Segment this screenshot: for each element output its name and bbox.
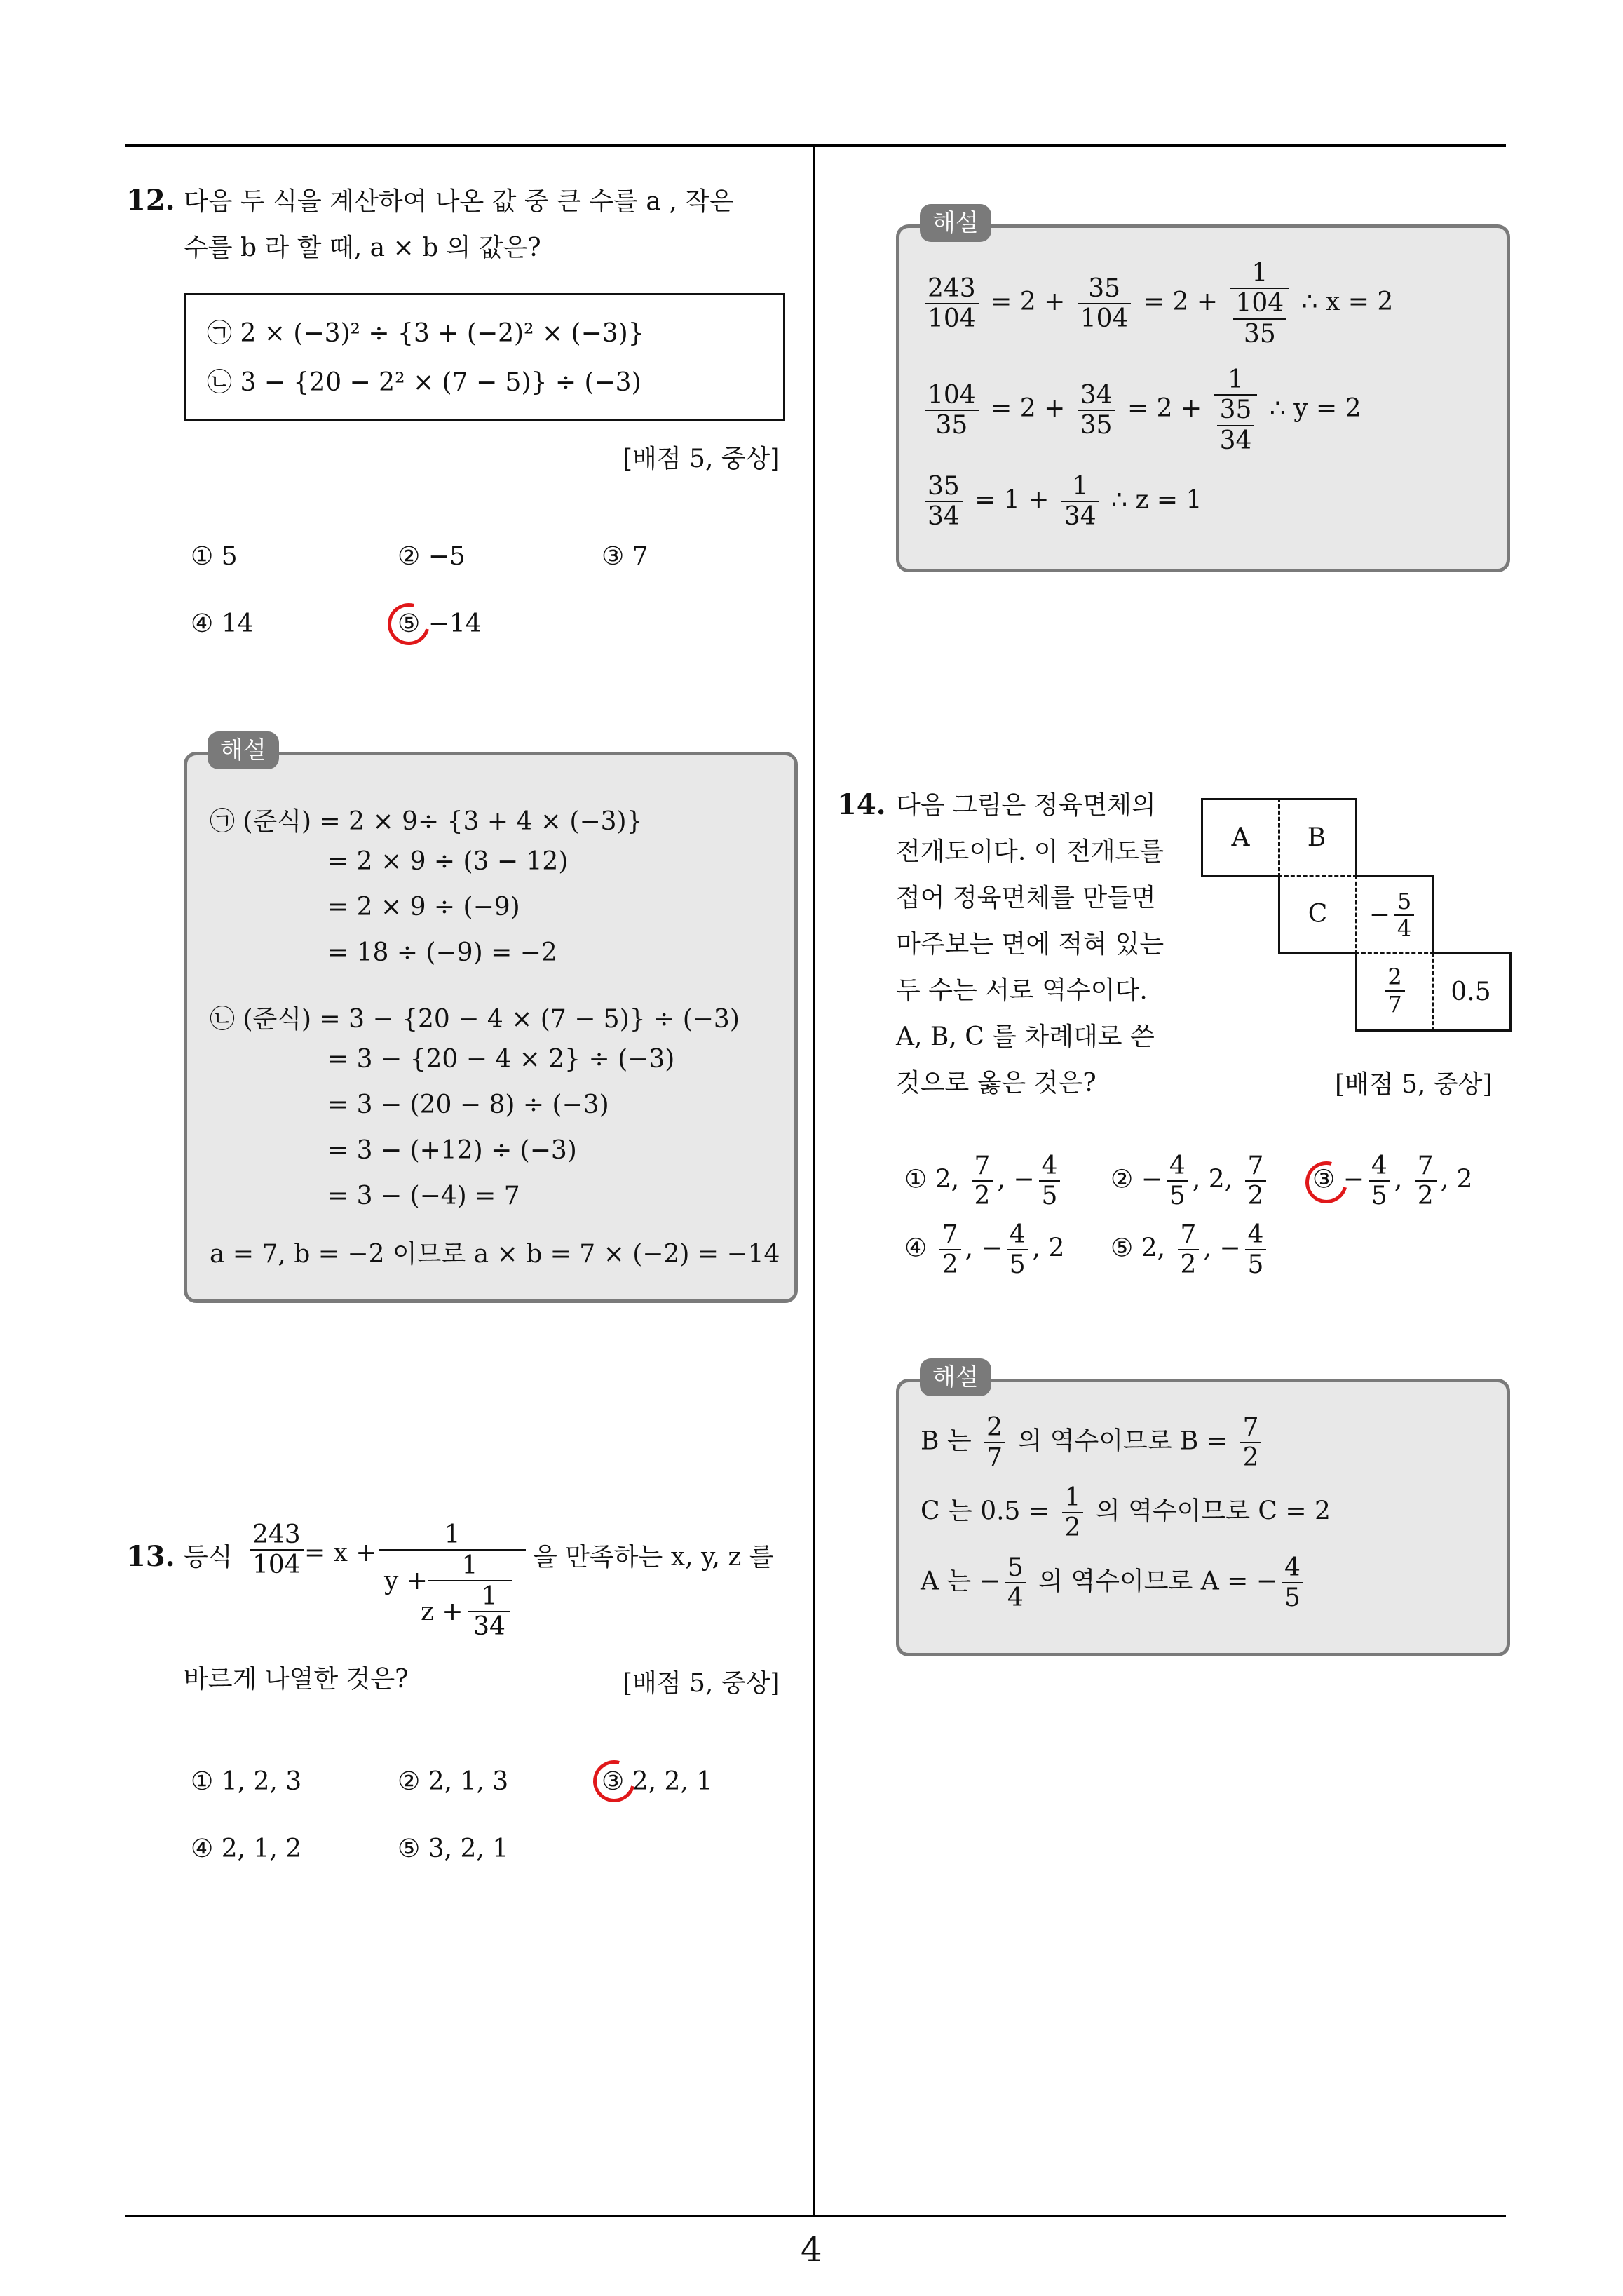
q13-continued-fraction: 1 y + 1 z + 1 34	[379, 1520, 526, 1551]
q13-eq-x: = x +	[304, 1539, 377, 1567]
net-cell-neg-5-4: − $\frac{5}{4}$	[1355, 875, 1434, 954]
q12-solution-tag: 해설	[208, 731, 279, 769]
page-number: 4	[801, 2230, 822, 2269]
q14-choice-1[interactable]: ① 2, $\frac{7}{2}$ , − $\frac{4}{5}$	[904, 1152, 1064, 1211]
q14-solution-box	[896, 1379, 1510, 1656]
q12-sol-line10: a = 7, b = −2 이므로 a × b = 7 × (−2) = −14	[210, 1240, 780, 1269]
top-rule	[125, 144, 1506, 147]
q12-sol-line9: = 3 − (−4) = 7	[327, 1182, 520, 1210]
q13-choice-2[interactable]: ② 2, 1, 3	[398, 1767, 509, 1796]
q13-suffix: 을 만족하는 x, y, z 를	[533, 1543, 774, 1572]
q13-choice-3[interactable]: ③ 2, 2, 1	[602, 1767, 713, 1796]
q14-score: [배점 5, 중상]	[1335, 1070, 1493, 1099]
q13-prefix: 등식	[184, 1543, 233, 1572]
q12-sol-line7: = 3 − (20 − 8) ÷ (−3)	[327, 1090, 609, 1119]
bottom-rule	[125, 2215, 1506, 2217]
q14-sol-line2: C 는 0.5 = $\frac{1}{2}$ 의 역수이므로 C = 2	[921, 1483, 1331, 1543]
q13-fraction-243-104: $\frac{243}{104}$	[250, 1520, 304, 1580]
q14-choice-3[interactable]: ③ − $\frac{4}{5}$ , $\frac{7}{2}$ , 2	[1312, 1152, 1473, 1211]
q13-sol-row3: $\frac{35}{34}$ = 1 + $\frac{1}{34}$ ∴ z = 1	[921, 472, 1202, 532]
q12-choice-5[interactable]: ⑤ −14	[398, 609, 482, 638]
q14-sol-line3: A 는 − $\frac{5}{4}$ 의 역수이므로 A = − $\frac{4}{5}$	[921, 1553, 1308, 1613]
cube-net-diagram	[1201, 798, 1516, 1036]
q14-text: 다음 그림은 정육면체의 전개도이다. 이 전개도를 접어 정육면체를 만들면 마주보는 면에 적혀 있는 두 수는 서로 역수이다. A, B, C 를 차례대로 쓴 것으로 옳은 것은?	[896, 791, 1164, 1098]
q14-choice-5[interactable]: ⑤ 2, $\frac{7}{2}$ , − $\frac{4}{5}$	[1111, 1220, 1270, 1280]
net-cell-B: B	[1278, 798, 1357, 877]
net-cell-C: C	[1278, 875, 1357, 954]
q12-text-line1: 다음 두 식을 계산하여 나온 값 중 큰 수를 a , 작은	[184, 187, 734, 216]
q13-equation	[245, 1520, 526, 1647]
q13-choice-4[interactable]: ④ 2, 1, 2	[191, 1835, 302, 1863]
q12-solution-box	[184, 752, 798, 1303]
net-cell-0-5: 0.5	[1432, 952, 1512, 1032]
q12-sol-line6: = 3 − {20 − 4 × 2} ÷ (−3)	[327, 1045, 675, 1074]
q13-sol-row1: $\frac{243}{104}$ = 2 + $\frac{35}{104}$ = 2 + $\frac{1}{\frac{104}{35}}$ ∴ x = 2	[921, 259, 1393, 349]
q12-sol-line3: = 2 × 9 ÷ (−9)	[327, 893, 520, 921]
q13-line2: 바르게 나열한 것은?	[184, 1665, 409, 1694]
q13-y-plus: y +	[384, 1567, 428, 1595]
q12-choice-3[interactable]: ③ 7	[602, 542, 648, 571]
q12-choice-4[interactable]: ④ 14	[191, 609, 254, 638]
q12-sol-line1: ㉠ (준식) = 2 × 9÷ {3 + 4 × (−3)}	[210, 807, 643, 836]
net-cell-2-7: $\frac{2}{7}$	[1355, 952, 1434, 1032]
q12-expression-box	[184, 293, 785, 421]
q13-choice-1[interactable]: ① 1, 2, 3	[191, 1767, 302, 1796]
q13-sol-z: ∴ z = 1	[1111, 485, 1202, 515]
net-cell-A: A	[1201, 798, 1280, 877]
q12-number: 12.	[126, 184, 175, 217]
q14-solution-tag: 해설	[920, 1358, 991, 1396]
q13-answer-mark	[585, 1753, 643, 1810]
q13-number: 13.	[126, 1540, 175, 1573]
q12-text-line2: 수를 b 라 할 때, a × b 의 값은?	[184, 234, 541, 262]
q12-sol-line8: = 3 − (+12) ÷ (−3)	[327, 1136, 577, 1165]
q14-sol-line1: B 는 $\frac{2}{7}$ 의 역수이므로 B = $\frac{7}{2}$	[921, 1413, 1265, 1473]
q13-sol-x: ∴ x = 2	[1301, 288, 1394, 317]
column-divider	[813, 144, 815, 2216]
q13-score: [배점 5, 중상]	[623, 1669, 780, 1698]
q12-sol-line5: ㉡ (준식) = 3 − {20 − 4 × (7 − 5)} ÷ (−3)	[210, 1005, 740, 1034]
q14-choice-2[interactable]: ② − $\frac{4}{5}$ , 2, $\frac{7}{2}$	[1111, 1152, 1270, 1211]
q13-z-plus: z +	[421, 1598, 463, 1626]
q12-expr1: ㉠ 2 × (−3)² ÷ {3 + (−2)² × (−3)}	[207, 319, 644, 348]
q13-choice-5[interactable]: ⑤ 3, 2, 1	[398, 1835, 509, 1863]
q12-score: [배점 5, 중상]	[623, 445, 780, 473]
q14-number: 14.	[837, 788, 886, 821]
q12-choice-1[interactable]: ① 5	[191, 542, 238, 571]
q12-sol-line2: = 2 × 9 ÷ (3 − 12)	[327, 847, 569, 876]
q12-answer-mark	[380, 595, 437, 653]
q13-solution-tag: 해설	[920, 204, 991, 242]
q12-expr2: ㉡ 3 − {20 − 2² × (7 − 5)} ÷ (−3)	[207, 368, 641, 397]
q12-choice-2[interactable]: ② −5	[398, 542, 466, 571]
q13-sol-row2: $\frac{104}{35}$ = 2 + $\frac{34}{35}$ = 2 + $\frac{1}{\frac{35}{34}}$ ∴ y = 2	[921, 365, 1361, 455]
q13-solution-box	[896, 224, 1510, 572]
q13-sol-y: ∴ y = 2	[1269, 394, 1361, 424]
q12-sol-line4: = 18 ÷ (−9) = −2	[327, 938, 557, 967]
q14-choice-4[interactable]: ④ $\frac{7}{2}$ , − $\frac{4}{5}$ , 2	[904, 1220, 1065, 1280]
